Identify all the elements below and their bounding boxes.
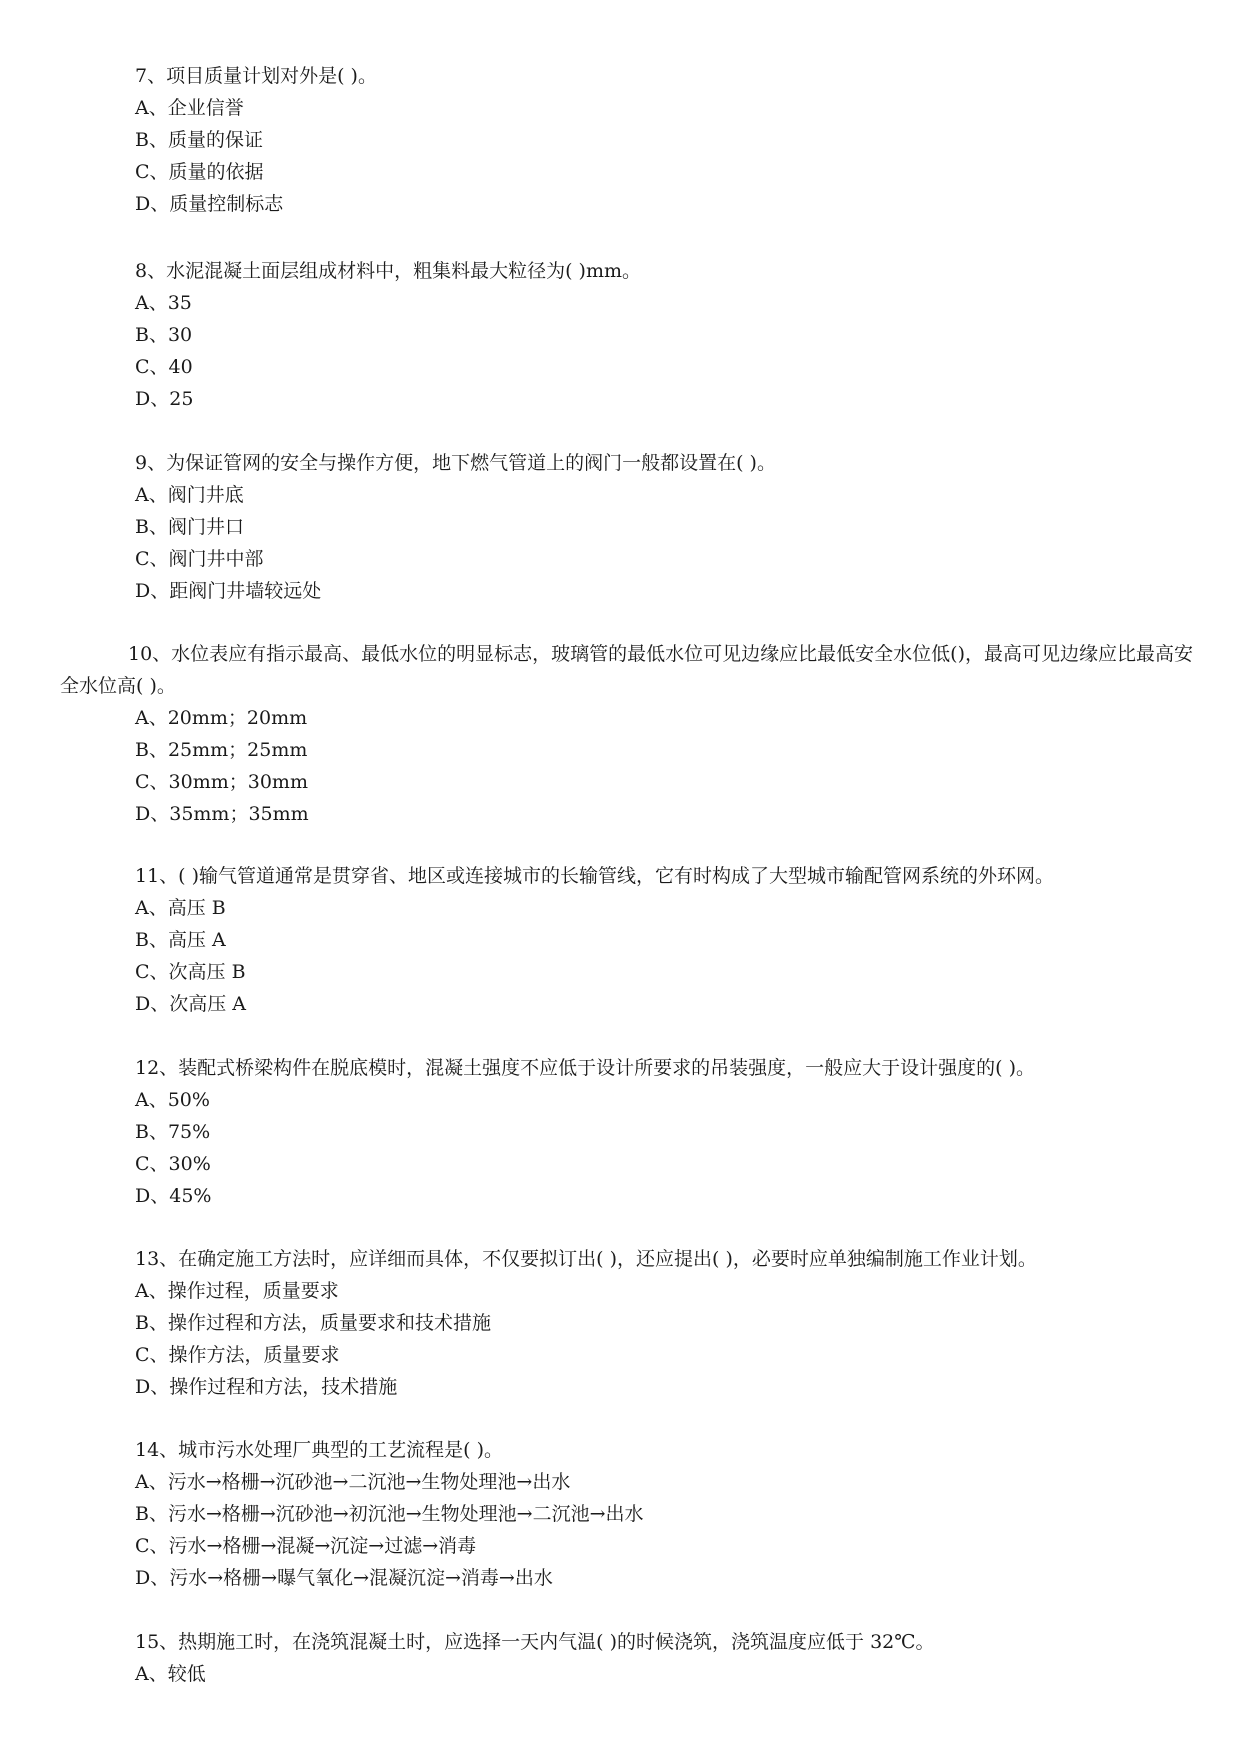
option-c: C、阀门井中部 bbox=[135, 548, 264, 570]
question-stem: 14、城市污水处理厂典型的工艺流程是( )。 bbox=[135, 1439, 504, 1461]
option-a: A、企业信誉 bbox=[135, 97, 244, 119]
option-c: C、30mm；30mm bbox=[135, 771, 308, 793]
option-a: A、50% bbox=[135, 1089, 210, 1111]
option-a: A、较低 bbox=[135, 1663, 206, 1685]
option-b: B、高压 A bbox=[135, 929, 226, 951]
option-d: D、45% bbox=[135, 1185, 212, 1207]
option-c: C、次高压 B bbox=[135, 961, 246, 983]
question-stem: 13、在确定施工方法时，应详细而具体，不仅要拟订出( )，还应提出( )，必要时应单独编制施工作业计划。 bbox=[135, 1248, 1037, 1270]
option-d: D、35mm；35mm bbox=[135, 803, 309, 825]
option-b: B、质量的保证 bbox=[135, 129, 263, 151]
option-a: A、阀门井底 bbox=[135, 484, 244, 506]
option-c: C、污水→格栅→混凝→沉淀→过滤→消毒 bbox=[135, 1535, 477, 1557]
question-13 bbox=[0, 1243, 1241, 1403]
option-b: B、污水→格栅→沉砂池→初沉池→生物处理池→二沉池→出水 bbox=[135, 1503, 644, 1525]
question-9 bbox=[0, 447, 1241, 607]
question-8 bbox=[0, 255, 1241, 415]
question-14 bbox=[0, 1434, 1241, 1594]
question-stem: 10、水位表应有指示最高、最低水位的明显标志，玻璃管的最低水位可见边缘应比最低安全水位低()，最高可见边缘应比最高安全水位高( )。 bbox=[60, 643, 1194, 697]
option-d: D、质量控制标志 bbox=[135, 193, 284, 215]
question-stem: 7、项目质量计划对外是( )。 bbox=[135, 65, 377, 87]
question-7 bbox=[0, 60, 1241, 220]
question-12 bbox=[0, 1052, 1241, 1212]
option-d: D、污水→格栅→曝气氧化→混凝沉淀→消毒→出水 bbox=[135, 1567, 553, 1589]
question-stem: 12、装配式桥梁构件在脱底模时，混凝土强度不应低于设计所要求的吊装强度，一般应大于设计强度的( )。 bbox=[135, 1057, 1036, 1079]
option-c: C、操作方法，质量要求 bbox=[135, 1344, 340, 1366]
question-10 bbox=[0, 638, 1241, 830]
option-a: A、20mm；20mm bbox=[135, 707, 308, 729]
option-b: B、阀门井口 bbox=[135, 516, 244, 538]
option-c: C、30% bbox=[135, 1153, 211, 1175]
question-stem: 15、热期施工时，在浇筑混凝土时，应选择一天内气温( )的时候浇筑，浇筑温度应低于 32℃。 bbox=[135, 1631, 935, 1653]
option-d: D、操作过程和方法，技术措施 bbox=[135, 1376, 398, 1398]
question-stem: 11、( )输气管道通常是贯穿省、地区或连接城市的长输管线，它有时构成了大型城市输配管网系统的外环网。 bbox=[135, 865, 1055, 887]
question-15 bbox=[0, 1626, 1241, 1690]
option-d: D、距阀门井墙较远处 bbox=[135, 580, 322, 602]
option-a: A、操作过程，质量要求 bbox=[135, 1280, 339, 1302]
option-d: D、次高压 A bbox=[135, 993, 246, 1015]
option-b: B、25mm；25mm bbox=[135, 739, 308, 761]
question-11 bbox=[0, 860, 1241, 1020]
option-c: C、质量的依据 bbox=[135, 161, 264, 183]
option-b: B、30 bbox=[135, 324, 193, 346]
option-c: C、40 bbox=[135, 356, 193, 378]
option-b: B、操作过程和方法，质量要求和技术措施 bbox=[135, 1312, 491, 1334]
option-a: A、高压 B bbox=[135, 897, 226, 919]
question-stem: 9、为保证管网的安全与操作方便，地下燃气管道上的阀门一般都设置在( )。 bbox=[135, 452, 776, 474]
option-a: A、污水→格栅→沉砂池→二沉池→生物处理池→出水 bbox=[135, 1471, 571, 1493]
question-stem: 8、水泥混凝土面层组成材料中，粗集料最大粒径为( )mm。 bbox=[135, 260, 641, 282]
option-a: A、35 bbox=[135, 292, 192, 314]
option-d: D、25 bbox=[135, 388, 194, 410]
option-b: B、75% bbox=[135, 1121, 211, 1143]
